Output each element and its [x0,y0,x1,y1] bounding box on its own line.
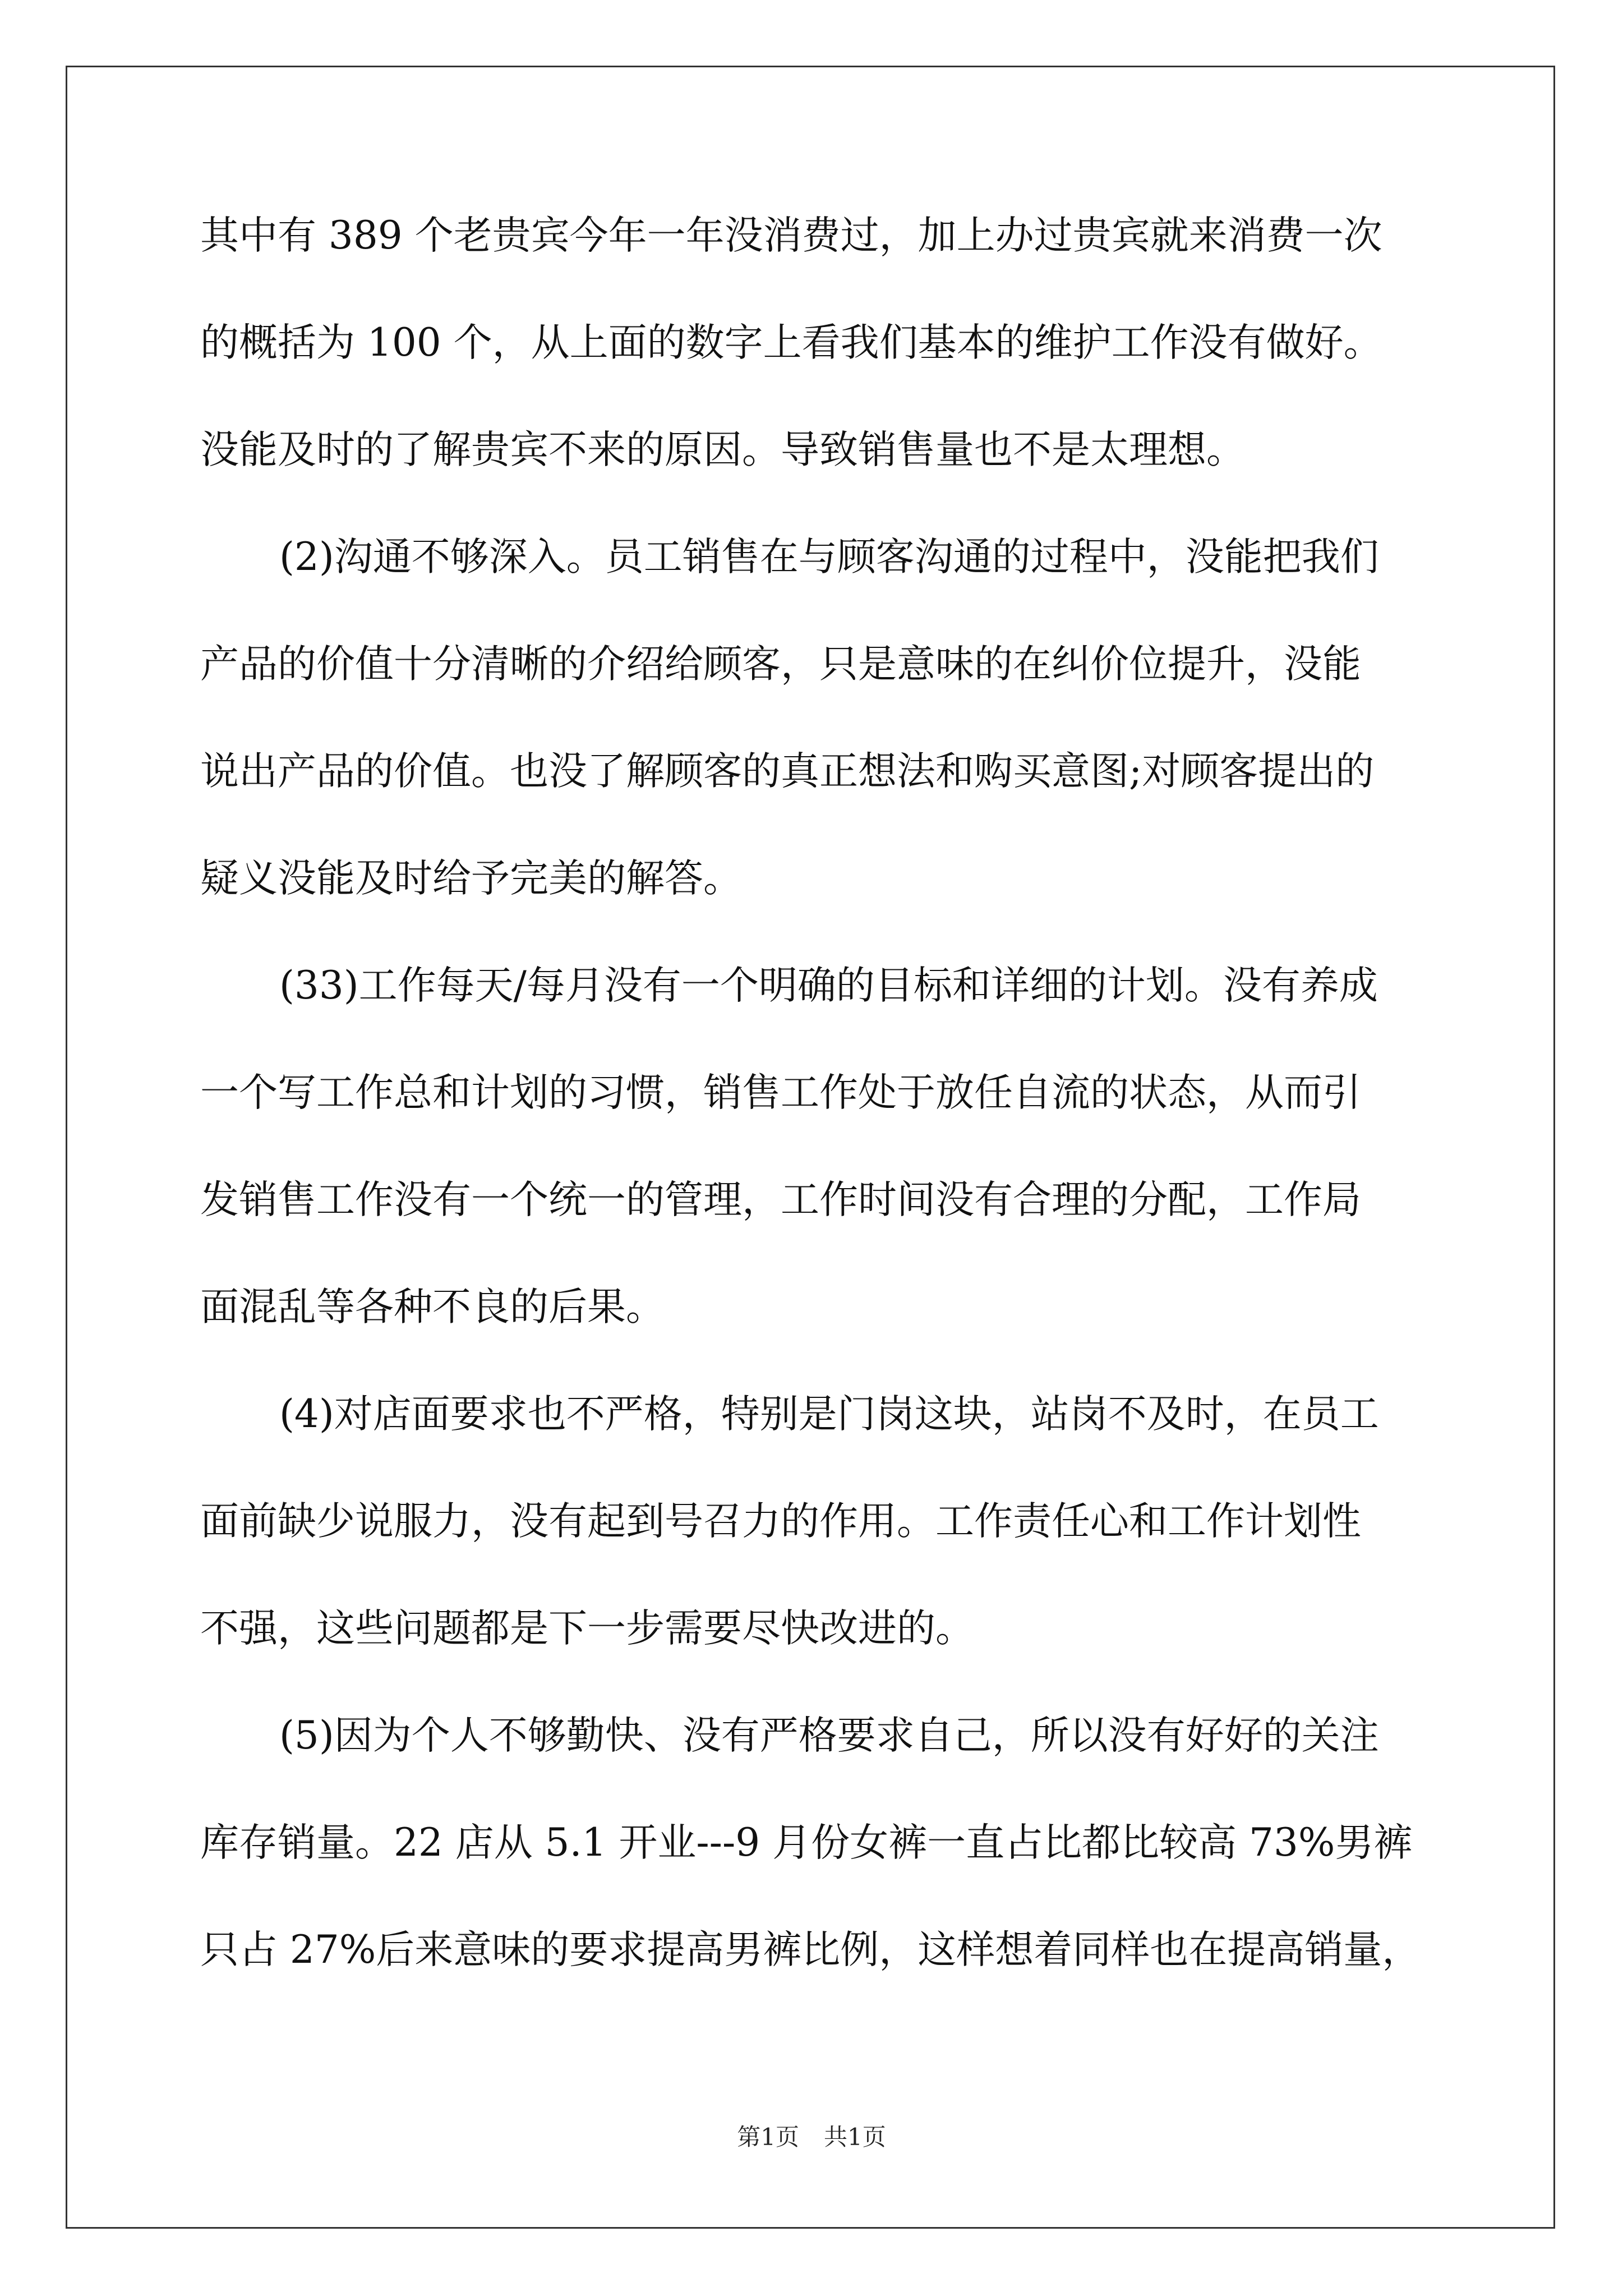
text-line: 面混乱等各种不良的后果。 [200,1285,665,1329]
text-line: 只占 27%后来意味的要求提高男裤比例，这样想着同样也在提高销量， [200,1927,1421,1972]
page-number: 第1页 [737,2123,799,2151]
text-line: 说出产品的价值。也没了解顾客的真正想法和购买意图;对顾客提出的 [200,749,1375,794]
text-line: 发销售工作没有一个统一的管理，工作时间没有合理的分配，工作局 [200,1177,1361,1222]
page-total: 共1页 [824,2123,886,2151]
text-line: (33)工作每天/每月没有一个明确的目标和详细的计划。没有养成 [279,963,1378,1008]
text-line: 没能及时的了解贵宾不来的原因。导致销售量也不是太理想。 [200,427,1245,472]
text-line: 疑义没能及时给予完美的解答。 [200,856,742,901]
page-footer [0,2120,1623,2154]
text-line: 面前缺少说服力，没有起到号召力的作用。工作责任心和工作计划性 [200,1499,1361,1544]
text-line: (2)沟通不够深入。员工销售在与顾客沟通的过程中，没能把我们 [279,535,1379,579]
page-border [66,66,1555,2229]
text-line: (5)因为个人不够勤快、没有严格要求自己，所以没有好好的关注 [279,1713,1379,1758]
text-line: 的概括为 100 个，从上面的数字上看我们基本的维护工作没有做好。 [200,320,1382,365]
text-line: 一个写工作总和计划的习惯，销售工作处于放任自流的状态，从而引 [200,1070,1361,1115]
text-line: 库存销量。22 店从 5.1 开业---9 月份女裤一直占比都比较高 73%男裤 [200,1820,1413,1865]
text-line: 其中有 389 个老贵宾今年一年没消费过，加上办过贵宾就来消费一次 [200,213,1382,258]
text-line: 不强，这些问题都是下一步需要尽快改进的。 [200,1606,974,1651]
text-line: 产品的价值十分清晰的介绍给顾客，只是意味的在纠价位提升，没能 [200,642,1361,687]
text-line: (4)对店面要求也不严格，特别是门岗这块，站岗不及时，在员工 [279,1392,1379,1437]
